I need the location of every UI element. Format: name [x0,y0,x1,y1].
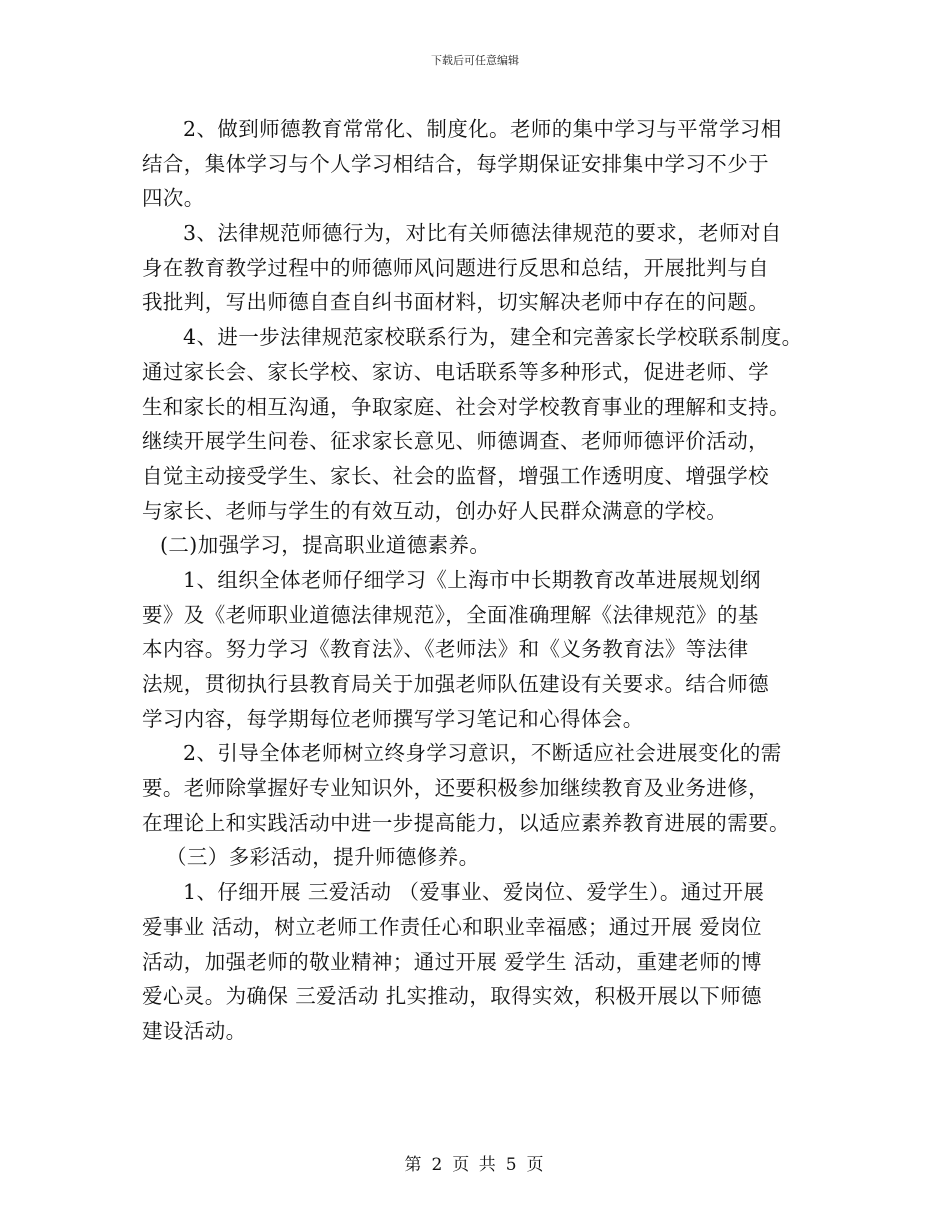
document-body [142,112,822,1049]
paragraph-line: 1、仔细开展 三爱活动 （爱事业、爱岗位、爱学生）。通过开展 [183,880,765,905]
paragraph-line: 在理论上和实践活动中进一步提高能力，以适应素养教育进展的需要。 [142,810,790,835]
paragraph-line: 4、进一步法律规范家校联系行为，建全和完善家长学校联系制度。 [183,325,803,350]
paragraph-line: 爱心灵。为确保 三爱活动 扎实推动，取得实效，积极开展以下师德 [142,984,762,1009]
paragraph-line: 1、组织全体老师仔细学习《上海市中长期教育改革进展规划纲 [183,567,761,592]
footer-page-number: 2 [431,1155,445,1175]
paragraph-line: 法规，贯彻执行县教育局关于加强老师队伍建设有关要求。结合师德 [142,672,769,696]
paragraph-line: 2、引导全体老师树立终身学习意识，不断适应社会进展变化的需 [183,741,782,766]
footer-prefix: 第 [404,1155,424,1175]
paragraph-line: 要。老师除掌握好专业知识外，还要积极参加继续教育及业务进修， [142,776,769,801]
paragraph-line: 我批判，写出师德自查自纠书面材料，切实解决老师中存在的问题。 [142,290,769,315]
paragraph-line: 本内容。努力学习《教育法》、《老师法》和《义务教育法》等法律 [142,637,749,662]
paragraph-line: 继续开展学生问卷、征求家长意见、师德调查、老师师德评价活动， [142,429,769,454]
paragraph-line: 自觉主动接受学生、家长、社会的监督，增强工作透明度、增强学校 [142,463,769,488]
page-footer [0,1150,950,1175]
paragraph-line: 生和家长的相互沟通，争取家庭、社会对学校教育事业的理解和支持。 [142,394,790,419]
paragraph-line: 2、做到师德教育常常化、制度化。老师的集中学习与平常学习相 [183,117,782,141]
paragraph-line: 活动，加强老师的敬业精神；通过开展 爱学生 活动，重建老师的博 [142,949,762,974]
section-heading: (二)加强学习，提高职业道德素养。 [160,533,491,558]
footer-suffix: 页 [526,1155,546,1175]
page-header-note: 下载后可任意编辑 [431,54,519,67]
paragraph-line: 要》及《老师职业道德法律规范》，全面准确理解《法律规范》的基 [142,602,759,627]
section-heading: （三）多彩活动，提升师德修养。 [166,845,480,870]
footer-middle: 页 共 [452,1155,498,1175]
paragraph-line: 建设活动。 [142,1018,247,1043]
paragraph-line: 四次。 [142,186,205,211]
paragraph-line: 身在教育教学过程中的师德师风问题进行反思和总结，开展批判与自 [142,255,769,280]
paragraph-line: 学习内容，每学期每位老师撰写学习笔记和心得体会。 [142,706,644,731]
paragraph-line: 结合，集体学习与个人学习相结合，每学期保证安排集中学习不少于 [142,151,769,176]
paragraph-line: 爱事业 活动，树立老师工作责任心和职业幸福感；通过开展 爱岗位 [142,914,762,939]
paragraph-line: 通过家长会、家长学校、家访、电话联系等多种形式，促进老师、学 [142,359,769,384]
footer-total-pages: 5 [505,1155,519,1175]
paragraph-line: 3、法律规范师德行为，对比有关师德法律规范的要求，老师对自 [183,221,782,246]
paragraph-line: 与家长、老师与学生的有效互动，创办好人民群众满意的学校。 [142,498,728,523]
